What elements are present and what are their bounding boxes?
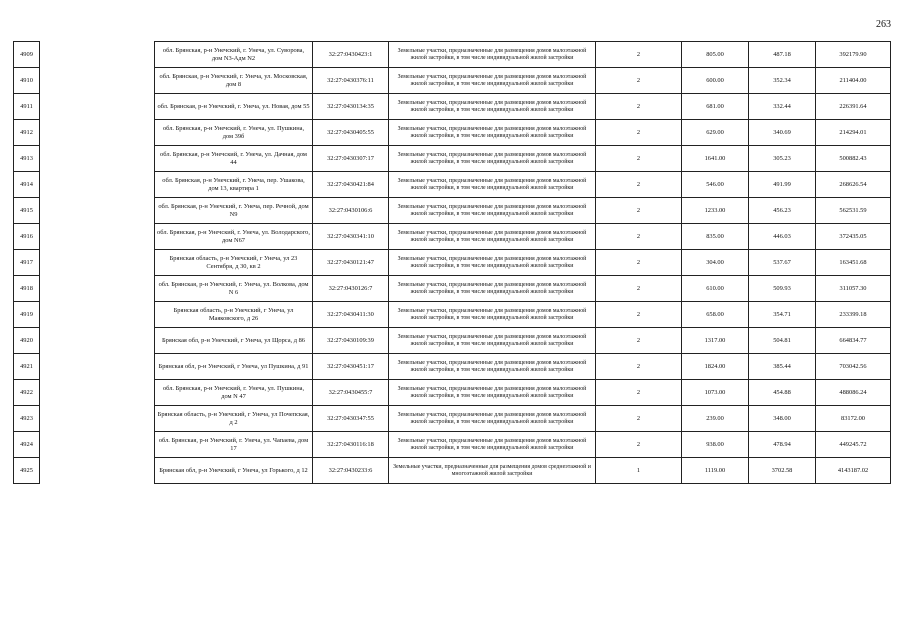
cell-group: 2 — [596, 354, 682, 380]
cell-cadastral-number: 32:27:0430376:11 — [313, 68, 389, 94]
cell-cadastral-value: 372435.05 — [816, 224, 891, 250]
cell-cadastral-value: 311057.30 — [816, 276, 891, 302]
cell-cadastral-number: 32:27:0430109:39 — [313, 328, 389, 354]
cell-rate: 354.71 — [749, 302, 816, 328]
cell-area: 1119.00 — [682, 458, 749, 484]
cell-purpose: Земельные участки, предназначенные для размещения домов малоэтажной жилой застройки, в том числе индивидуальной жилой застройки — [389, 354, 596, 380]
cell-address: обл. Брянская, р-н Унечский, г. Унеча, ул. Пушкина, дом 39б — [155, 120, 313, 146]
cell-rate: 332.44 — [749, 94, 816, 120]
cell-gap — [40, 380, 155, 406]
cell-rate: 3702.58 — [749, 458, 816, 484]
cell-number: 4921 — [14, 354, 40, 380]
cell-number: 4924 — [14, 432, 40, 458]
cell-area: 304.00 — [682, 250, 749, 276]
cell-address: обл. Брянская, р-н Унечский, г. Унеча, ул. Дачная, дом 44 — [155, 146, 313, 172]
cell-cadastral-value: 392179.90 — [816, 42, 891, 68]
table-row — [14, 354, 891, 380]
cell-area: 658.00 — [682, 302, 749, 328]
cell-number: 4923 — [14, 406, 40, 432]
cell-cadastral-value: 703042.56 — [816, 354, 891, 380]
cell-address: Брянская обл, р-н Унечский, г Унеча, ул Пушкина, д 91 — [155, 354, 313, 380]
cell-rate: 454.88 — [749, 380, 816, 406]
table-row — [14, 328, 891, 354]
table-row — [14, 120, 891, 146]
cell-group: 2 — [596, 302, 682, 328]
cell-cadastral-number: 32:27:0430423:1 — [313, 42, 389, 68]
cell-address: обл. Брянская, р-н Унечский, г. Унеча, ул. Пушкина, дом N 47 — [155, 380, 313, 406]
cell-cadastral-value: 226391.64 — [816, 94, 891, 120]
cell-gap — [40, 328, 155, 354]
cell-gap — [40, 250, 155, 276]
cell-group: 2 — [596, 276, 682, 302]
cell-area: 629.00 — [682, 120, 749, 146]
table-row — [14, 432, 891, 458]
cell-number: 4918 — [14, 276, 40, 302]
cell-gap — [40, 120, 155, 146]
cell-group: 2 — [596, 224, 682, 250]
cell-group: 2 — [596, 380, 682, 406]
cell-cadastral-value: 233399.18 — [816, 302, 891, 328]
cell-cadastral-value: 562531.59 — [816, 198, 891, 224]
cell-group: 2 — [596, 328, 682, 354]
cell-cadastral-number: 32:27:0430347:55 — [313, 406, 389, 432]
cell-address: обл. Брянская, р-н Унечский, г. Унеча, ул. Суворова, дом N3-Адм N2 — [155, 42, 313, 68]
cell-gap — [40, 276, 155, 302]
cell-purpose: Земельные участки, предназначенные для размещения домов малоэтажной жилой застройки, в том числе индивидуальной жилой застройки — [389, 432, 596, 458]
cell-number: 4912 — [14, 120, 40, 146]
cell-area: 1073.00 — [682, 380, 749, 406]
cell-purpose: Земельные участки, предназначенные для размещения домов среднеэтажной и многоэтажной жилой застройки — [389, 458, 596, 484]
cell-area: 600.00 — [682, 68, 749, 94]
cell-purpose: Земельные участки, предназначенные для размещения домов малоэтажной жилой застройки, в том числе индивидуальной жилой застройки — [389, 302, 596, 328]
cell-number: 4915 — [14, 198, 40, 224]
cell-rate: 478.94 — [749, 432, 816, 458]
table-row — [14, 458, 891, 484]
cell-gap — [40, 432, 155, 458]
table-body — [14, 42, 891, 484]
cell-cadastral-number: 32:27:0430116:18 — [313, 432, 389, 458]
cell-area: 938.00 — [682, 432, 749, 458]
cell-gap — [40, 172, 155, 198]
cell-purpose: Земельные участки, предназначенные для размещения домов малоэтажной жилой застройки, в том числе индивидуальной жилой застройки — [389, 198, 596, 224]
cell-number: 4913 — [14, 146, 40, 172]
cell-number: 4919 — [14, 302, 40, 328]
cell-gap — [40, 354, 155, 380]
cell-cadastral-number: 32:27:0430233:6 — [313, 458, 389, 484]
cell-purpose: Земельные участки, предназначенные для размещения домов малоэтажной жилой застройки, в том числе индивидуальной жилой застройки — [389, 250, 596, 276]
cell-rate: 456.23 — [749, 198, 816, 224]
table-row — [14, 146, 891, 172]
cell-purpose: Земельные участки, предназначенные для размещения домов малоэтажной жилой застройки, в том числе индивидуальной жилой застройки — [389, 328, 596, 354]
table-row — [14, 380, 891, 406]
cell-gap — [40, 198, 155, 224]
cell-group: 1 — [596, 458, 682, 484]
cell-cadastral-number: 32:27:0430421:84 — [313, 172, 389, 198]
cell-group: 2 — [596, 68, 682, 94]
cell-purpose: Земельные участки, предназначенные для размещения домов малоэтажной жилой застройки, в том числе индивидуальной жилой застройки — [389, 68, 596, 94]
cell-area: 1233.00 — [682, 198, 749, 224]
cell-rate: 509.93 — [749, 276, 816, 302]
cell-cadastral-value: 664834.77 — [816, 328, 891, 354]
table-row — [14, 302, 891, 328]
cell-group: 2 — [596, 406, 682, 432]
cell-gap — [40, 224, 155, 250]
cell-cadastral-value: 500882.43 — [816, 146, 891, 172]
cell-rate: 446.03 — [749, 224, 816, 250]
cell-group: 2 — [596, 432, 682, 458]
cell-cadastral-number: 32:27:0430121:47 — [313, 250, 389, 276]
land-registry-table — [13, 41, 891, 484]
cell-area: 239.00 — [682, 406, 749, 432]
cell-purpose: Земельные участки, предназначенные для размещения домов малоэтажной жилой застройки, в том числе индивидуальной жилой застройки — [389, 172, 596, 198]
cell-cadastral-number: 32:27:0430106:6 — [313, 198, 389, 224]
cell-area: 1824.00 — [682, 354, 749, 380]
cell-rate: 491.99 — [749, 172, 816, 198]
cell-rate: 385.44 — [749, 354, 816, 380]
cell-address: Брянская обл, р-н Унечский, г Унеча, ул Горького, д 12 — [155, 458, 313, 484]
table-row — [14, 198, 891, 224]
cell-group: 2 — [596, 250, 682, 276]
cell-gap — [40, 68, 155, 94]
cell-area: 610.00 — [682, 276, 749, 302]
cell-area: 681.00 — [682, 94, 749, 120]
cell-group: 2 — [596, 198, 682, 224]
cell-address: обл. Брянская, р-н Унечский, г. Унеча, ул. Волкова, дом N 6 — [155, 276, 313, 302]
cell-area: 1317.00 — [682, 328, 749, 354]
table-row — [14, 224, 891, 250]
cell-purpose: Земельные участки, предназначенные для размещения домов малоэтажной жилой застройки, в том числе индивидуальной жилой застройки — [389, 406, 596, 432]
cell-gap — [40, 42, 155, 68]
cell-number: 4917 — [14, 250, 40, 276]
cell-cadastral-number: 32:27:0430411:30 — [313, 302, 389, 328]
cell-address: Брянская область, р-н Унечский, г Унеча, ул 23 Сентября, д 30, кв 2 — [155, 250, 313, 276]
table-row — [14, 68, 891, 94]
cell-area: 805.00 — [682, 42, 749, 68]
cell-rate: 537.67 — [749, 250, 816, 276]
cell-number: 4916 — [14, 224, 40, 250]
cell-group: 2 — [596, 42, 682, 68]
cell-purpose: Земельные участки, предназначенные для размещения домов малоэтажной жилой застройки, в том числе индивидуальной жилой застройки — [389, 276, 596, 302]
cell-cadastral-number: 32:27:0430451:17 — [313, 354, 389, 380]
cell-purpose: Земельные участки, предназначенные для размещения домов малоэтажной жилой застройки, в том числе индивидуальной жилой застройки — [389, 380, 596, 406]
cell-cadastral-number: 32:27:0430126:7 — [313, 276, 389, 302]
cell-gap — [40, 94, 155, 120]
cell-gap — [40, 302, 155, 328]
cell-gap — [40, 406, 155, 432]
cell-cadastral-number: 32:27:0430341:10 — [313, 224, 389, 250]
cell-rate: 352.34 — [749, 68, 816, 94]
cell-number: 4911 — [14, 94, 40, 120]
cell-gap — [40, 458, 155, 484]
cell-number: 4925 — [14, 458, 40, 484]
table-row — [14, 94, 891, 120]
cell-purpose: Земельные участки, предназначенные для размещения домов малоэтажной жилой застройки, в том числе индивидуальной жилой застройки — [389, 224, 596, 250]
cell-rate: 340.69 — [749, 120, 816, 146]
cell-rate: 305.23 — [749, 146, 816, 172]
cell-cadastral-value: 449245.72 — [816, 432, 891, 458]
cell-cadastral-value: 163451.68 — [816, 250, 891, 276]
cell-purpose: Земельные участки, предназначенные для размещения домов малоэтажной жилой застройки, в том числе индивидуальной жилой застройки — [389, 146, 596, 172]
cell-number: 4920 — [14, 328, 40, 354]
cell-cadastral-number: 32:27:0430134:35 — [313, 94, 389, 120]
cell-area: 1641.00 — [682, 146, 749, 172]
cell-cadastral-value: 4143187.02 — [816, 458, 891, 484]
cell-address: обл. Брянская, р-н Унечский, г. Унеча, ул. Московская, дом 8 — [155, 68, 313, 94]
cell-group: 2 — [596, 120, 682, 146]
cell-group: 2 — [596, 94, 682, 120]
cell-cadastral-number: 32:27:0430455:7 — [313, 380, 389, 406]
cell-area: 546.00 — [682, 172, 749, 198]
cell-cadastral-number: 32:27:0430405:55 — [313, 120, 389, 146]
cell-address: Брянская обл, р-н Унечский, г Унеча, ул Щорса, д 86 — [155, 328, 313, 354]
cell-purpose: Земельные участки, предназначенные для размещения домов малоэтажной жилой застройки, в том числе индивидуальной жилой застройки — [389, 94, 596, 120]
page-number: 263 — [876, 19, 891, 30]
cell-cadastral-value: 83172.00 — [816, 406, 891, 432]
cell-number: 4922 — [14, 380, 40, 406]
cell-address: обл. Брянская, р-н Унечский, г. Унеча, ул. Чапаева, дом 17 — [155, 432, 313, 458]
cell-cadastral-value: 268626.54 — [816, 172, 891, 198]
cell-number: 4910 — [14, 68, 40, 94]
table-row — [14, 42, 891, 68]
cell-rate: 487.18 — [749, 42, 816, 68]
table-row — [14, 172, 891, 198]
cell-address: обл. Брянская, р-н Унечский, г. Унеча, пер. Речной, дом N9 — [155, 198, 313, 224]
cell-address: обл. Брянская, р-н Унечский, г. Унеча, ул. Новая, дом 55 — [155, 94, 313, 120]
cell-cadastral-value: 214294.01 — [816, 120, 891, 146]
cell-group: 2 — [596, 172, 682, 198]
cell-purpose: Земельные участки, предназначенные для размещения домов малоэтажной жилой застройки, в том числе индивидуальной жилой застройки — [389, 120, 596, 146]
cell-cadastral-number: 32:27:0430307:17 — [313, 146, 389, 172]
cell-rate: 348.00 — [749, 406, 816, 432]
cell-address: обл. Брянская, р-н Унечский, г. Унеча, ул. Володарского, дом N67 — [155, 224, 313, 250]
cell-purpose: Земельные участки, предназначенные для размещения домов малоэтажной жилой застройки, в том числе индивидуальной жилой застройки — [389, 42, 596, 68]
cell-number: 4909 — [14, 42, 40, 68]
cell-cadastral-value: 488086.24 — [816, 380, 891, 406]
table-row — [14, 276, 891, 302]
cell-rate: 504.81 — [749, 328, 816, 354]
table-row — [14, 406, 891, 432]
cell-group: 2 — [596, 146, 682, 172]
cell-address: Брянская область, р-н Унечский, г Унеча, ул Почепская, д 2 — [155, 406, 313, 432]
table-row — [14, 250, 891, 276]
cell-number: 4914 — [14, 172, 40, 198]
cell-address: обл. Брянская, р-н Унечский, г. Унеча, пер. Ушакова, дом 13, квартира 1 — [155, 172, 313, 198]
cell-area: 835.00 — [682, 224, 749, 250]
cell-address: Брянская область, р-н Унечский, г Унеча, ул Маяковского, д 26 — [155, 302, 313, 328]
cell-gap — [40, 146, 155, 172]
cell-cadastral-value: 211404.00 — [816, 68, 891, 94]
